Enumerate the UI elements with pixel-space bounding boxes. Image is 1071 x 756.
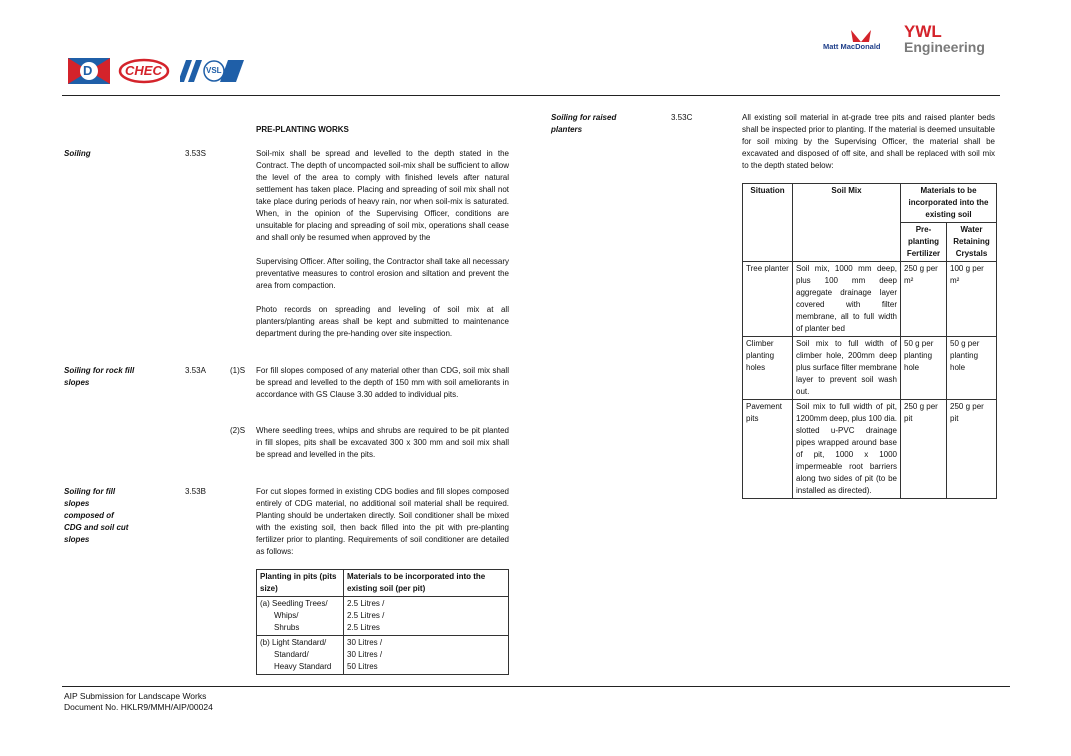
table-row: (a) Seedling Trees/ Whips/ Shrubs 2.5 Litres / 2.5 Litres / 2.5 Litres — [257, 597, 509, 636]
dragages-logo: D — [68, 58, 110, 84]
table-header-materials: Materials to be incorporated into the existing soil (per pit) — [344, 570, 509, 597]
fillslopes-label: Soiling for fill slopes composed of CDG and soil cut slopes — [64, 487, 129, 544]
soil-conditioner-table — [256, 569, 509, 675]
header-soil-mix: Soil Mix — [793, 184, 901, 262]
table-header-planting: Planting in pits (pits size) — [257, 570, 344, 597]
header-situation: Situation — [743, 184, 793, 262]
rockfill-label: Soiling for rock fill slopes — [64, 366, 135, 387]
table-row: Tree planter Soil mix, 1000 mm deep, plus 100 mm deep aggregate drainage layer covered with filter membrane, all to full width of planter bed 250 g per m² 100 g per m² — [743, 262, 997, 337]
soiling-paragraph-1: Soil-mix shall be spread and levelled to the depth stated in the Contract. The depth of uncompacted soil-mix shall be sufficient to allow the level of the area to comply with finished levels after natural settlement has taken place. Placing and spreading of soil mix shall not take place during periods of heavy rain, nor when soil-mix is saturated. When, in the opinion of the Supervising Officer, conditions are unsuitable for placing and spreading of soil mix, operations shall cease and shall only be resumed when approved by the — [256, 149, 509, 242]
header-rule — [62, 95, 1000, 96]
footer-rule — [62, 686, 1010, 687]
rockfill-paragraph-1: For fill slopes composed of any material other than CDG, soil mix shall be spread and levelled to the depth of 150 mm with soil ameliorants in accordance with GS Clause 3.30 added to individual pits. — [256, 366, 509, 399]
fillslopes-paragraph: For cut slopes formed in existing CDG bodies and fill slopes composed entirely of CDG material, no additional soil material shall be required. Planting should be undertaken directly. Soil conditioner shall be mixed with the existing soil, then back filled into the pit with pre-planting fertilizer prior to planting. Requirements of soil conditioner are detailed as follows: — [256, 487, 509, 556]
clause-3-53s: 3.53S — [185, 149, 206, 158]
clause-3-53b: 3.53B — [185, 487, 206, 496]
footer-document-no: Document No. HKLR9/MMH/AIP/00024 — [64, 702, 213, 712]
table-row: Pavement pits Soil mix to full width of pit, 1200mm deep, plus 100 dia. slotted u-PVC drainage pipes wrapped around base of pit, 1000 x 1000 impermeable root barriers along two sides of pit (to be installed as directed). 250 g per pit 250 g per pit — [743, 400, 997, 499]
subclause-1s: (1)S — [230, 366, 246, 375]
table-row: Climber planting holes Soil mix to full width of climber hole, 200mm deep plus surface filter membrane layer to prevent soil wash out. 50 g per planting hole 50 g per planting hole — [743, 337, 997, 400]
mott-macdonald-logo: Matt MacDonald — [823, 28, 898, 54]
soiling-paragraph-2: Photo records on spreading and leveling of soil mix at all planters/planting areas shall be kept and submitted to maintenance department during the pre-handing over site inspection. — [256, 305, 509, 338]
raised-planters-label: Soiling for raised planters — [551, 113, 617, 134]
section-heading: PRE-PLANTING WORKS — [256, 125, 349, 134]
header-materials: Materials to be incorporated into the existing soil — [901, 184, 997, 223]
clause-3-53c: 3.53C — [671, 113, 693, 122]
header-fertilizer: Pre-planting Fertilizer — [901, 223, 947, 262]
subclause-2s: (2)S — [230, 426, 246, 435]
ywl-engineering-logo: YWL Engineering — [904, 22, 985, 55]
clause-3-53a: 3.53A — [185, 366, 206, 375]
footer-title: AIP Submission for Landscape Works — [64, 691, 207, 701]
soiling-paragraph-1b: Supervising Officer. After soiling, the Contractor shall take all necessary preventative measures to control erosion and siltation and prevent the area from compaction. — [256, 257, 509, 290]
vsl-logo: VSL — [180, 60, 244, 82]
rockfill-paragraph-2: Where seedling trees, whips and shrubs are required to be pit planted in fill slopes, pits shall be excavated 300 x 300 mm and soil mix shall be spread and levelled in the pits. — [256, 426, 509, 459]
chec-logo: CHEC — [118, 58, 170, 84]
raised-planter-table — [742, 183, 997, 499]
soiling-label: Soiling — [64, 149, 91, 158]
raised-planters-paragraph: All existing soil material in at-grade tree pits and raised planter beds shall be inspected prior to planting. If the material is deemed unsuitable for soil mixing by the Supervising Officer, the material shall be excavated and disposed of off site, and shall be replaced with soil mix to the depth stated below: — [742, 113, 995, 170]
table-row: (b) Light Standard/ Standard/ Heavy Standard 30 Litres / 30 Litres / 50 Litres — [257, 636, 509, 675]
header-water-crystals: Water Retaining Crystals — [947, 223, 997, 262]
